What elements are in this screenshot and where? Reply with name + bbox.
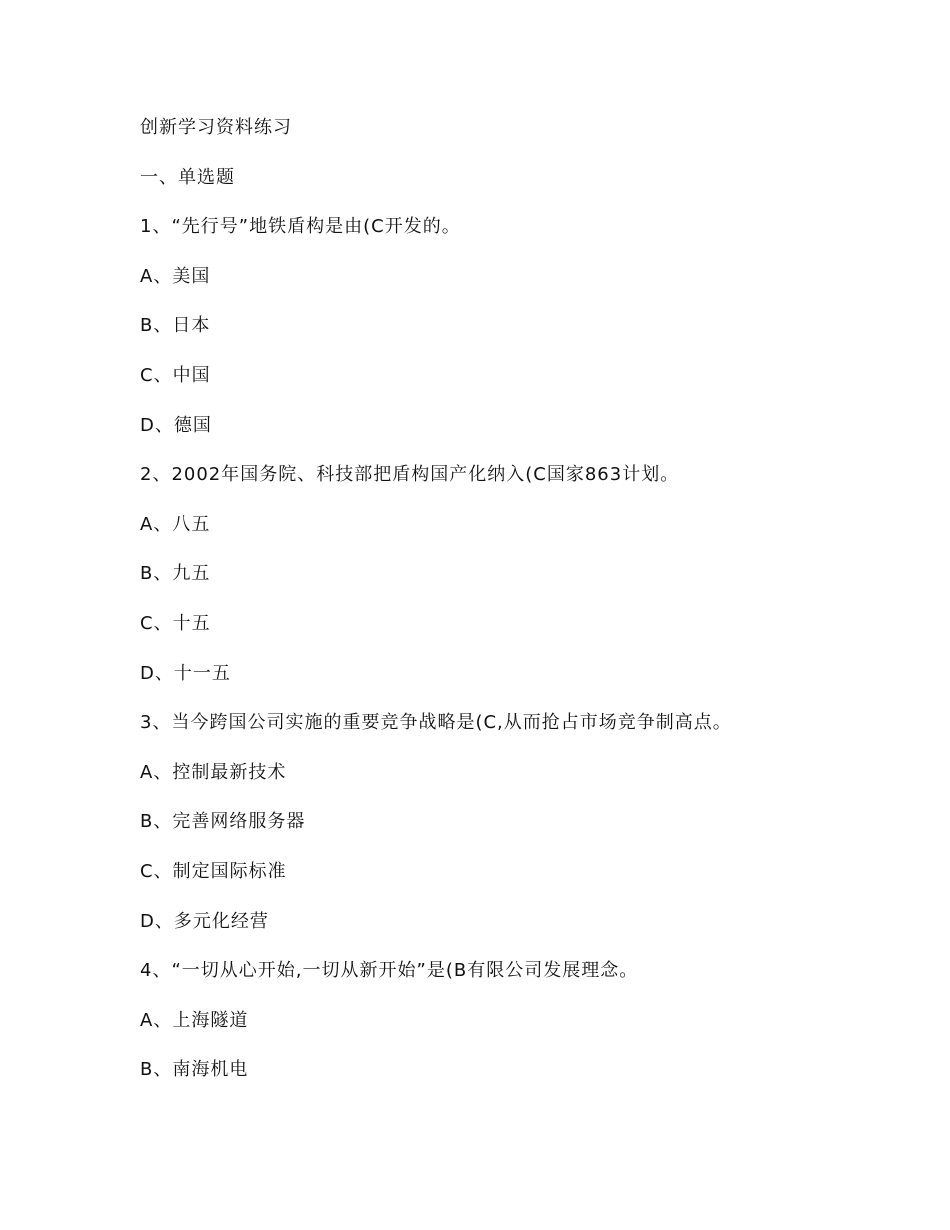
question-1-option-d: D、德国 [140,414,212,436]
question-2-stem: 2、2002年国务院、科技部把盾构国产化纳入(C国家863计划。 [140,464,680,486]
question-1-option-b: B、日本 [140,315,211,337]
question-1-option-c: C、中国 [140,364,211,386]
question-2-option-b: B、九五 [140,563,211,585]
question-3-option-b: B、完善网络服务器 [140,811,306,833]
question-3-stem: 3、当今跨国公司实施的重要竞争战略是(C,从而抢占市场竞争制高点。 [140,712,732,734]
section-heading: 一、单选题 [140,166,235,188]
question-2-option-c: C、十五 [140,612,211,634]
question-2-option-d: D、十一五 [140,662,231,684]
question-4-option-b: B、南海机电 [140,1059,249,1081]
document-body [140,115,900,1107]
question-4-stem: 4、“一切从心开始,一切从新开始”是(B有限公司发展理念。 [140,960,639,982]
question-1-stem: 1、“先行号”地铁盾构是由(C开发的。 [140,216,461,238]
question-2-option-a: A、八五 [140,513,211,535]
question-4-option-a: A、上海隧道 [140,1009,249,1031]
question-3-option-c: C、制定国际标准 [140,860,287,882]
document-title: 创新学习资料练习 [140,117,292,138]
question-3-option-a: A、控制最新技术 [140,761,287,783]
question-1-option-a: A、美国 [140,265,211,287]
question-3-option-d: D、多元化经营 [140,910,269,932]
